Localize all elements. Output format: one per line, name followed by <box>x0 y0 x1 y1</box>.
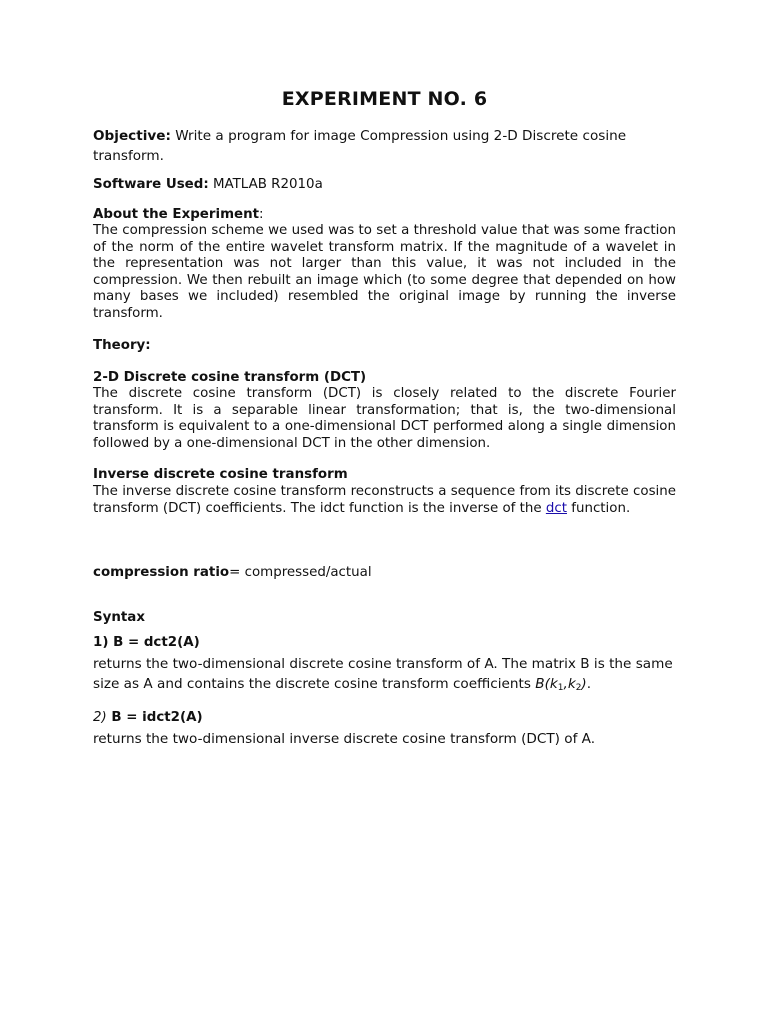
compression-section <box>93 565 676 582</box>
idct-heading <box>93 467 676 484</box>
math-sub2: 2 <box>575 683 582 693</box>
document-page <box>93 0 676 1024</box>
dct-link[interactable]: dct <box>545 500 567 516</box>
math-open-paren: ( <box>544 676 550 692</box>
syntax-heading <box>93 610 676 627</box>
syntax-item1-description: returns the two-dimensional discrete cosine transform of A. The matrix B is the same size as A and contains the discrete cosine transform coefficients <box>93 656 673 692</box>
theory-label: Theory: <box>93 338 151 353</box>
page-title: EXPERIMENT NO. 6 <box>281 88 488 110</box>
idct-text <box>93 484 676 517</box>
syntax-item2-text: returns the two-dimensional inverse discrete cosine transform (DCT) of A. <box>93 731 596 747</box>
idct-text-main: The inverse discrete cosine transform reconstructs a sequence from its discrete cosine transform (DCT) coefficients. The idct function is the inverse of the <box>93 484 676 516</box>
objective-label: Objective: <box>93 128 171 144</box>
about-colon: : <box>259 207 264 222</box>
software-text: MATLAB R2010a <box>208 177 323 192</box>
theory-heading <box>93 338 676 355</box>
syntax-item2-number: 2) <box>93 710 107 725</box>
math-comma: , <box>563 676 568 692</box>
math-sub1: 1 <box>557 683 564 693</box>
idct-text-after: function. <box>567 500 631 516</box>
syntax-item1-end: . <box>586 676 592 692</box>
objective-section <box>93 126 676 166</box>
math-B: B <box>535 676 545 692</box>
software-label: Software Used: <box>93 177 209 192</box>
syntax-item1-code: B = dct2(A) <box>108 635 200 650</box>
math-k2: k <box>567 676 576 692</box>
syntax-item1-number: 1) <box>93 635 109 650</box>
compression-text: = compressed/actual <box>229 565 372 580</box>
syntax-label: Syntax <box>93 610 145 625</box>
math-close-paren: ) <box>581 676 587 692</box>
about-text: The compression scheme we used was to set a threshold value that was some fraction of the norm of the entire wavelet transform matrix. If the magnitude of a wavelet in the representation was not larger than this value, it was not included in the compression. We then rebuilt an image which (to some degree that depended on how many bases we included) resembled the original image by running the inverse transform. <box>93 223 676 321</box>
syntax-item1-text <box>93 654 676 694</box>
about-heading <box>93 207 676 224</box>
syntax-item2-heading <box>93 710 676 727</box>
syntax-item2-code: B = idct2(A) <box>106 710 203 725</box>
about-label: About the Experiment <box>93 207 260 222</box>
compression-label: compression ratio <box>93 565 230 580</box>
idct-heading-text: Inverse discrete cosine transform <box>93 467 348 482</box>
syntax-item1-heading <box>93 635 676 652</box>
software-section <box>93 177 676 194</box>
dct-heading <box>93 370 676 387</box>
dct-heading-text: 2-D Discrete cosine transform (DCT) <box>93 370 367 385</box>
math-k1: k <box>549 676 558 692</box>
dct-text: The discrete cosine transform (DCT) is closely related to the discrete Fourier transform. It is a separable linear transformation; that is, the two-dimensional transform is equivalent to a one-dimensional DCT performed along a single dimension followed by a one-dimensional DCT in the other dimension. <box>93 386 676 451</box>
objective-text: Write a program for image Compression using 2-D Discrete cosine transform. <box>93 128 627 164</box>
